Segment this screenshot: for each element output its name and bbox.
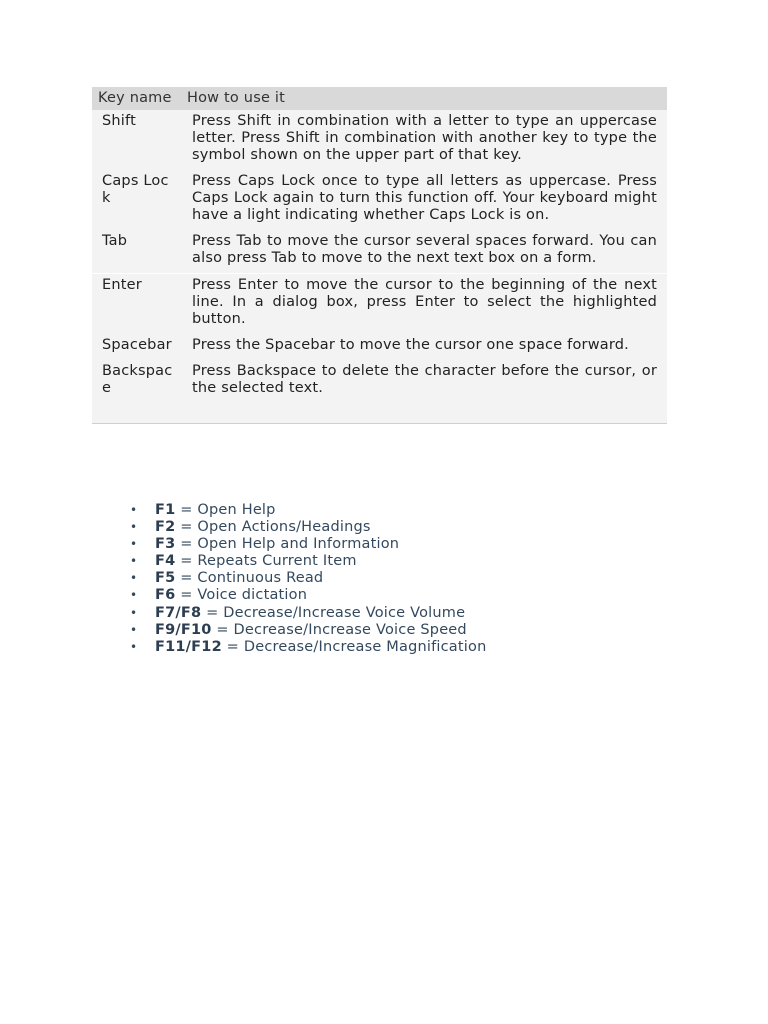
shortcut-description: = Continuous Read xyxy=(175,570,324,587)
list-item xyxy=(130,639,486,656)
bullet-icon: • xyxy=(130,520,138,535)
shortcut-description: = Decrease/Increase Voice Volume xyxy=(201,604,466,621)
key-name-cell: Caps Lock xyxy=(102,173,169,206)
bullet-icon: • xyxy=(130,622,138,637)
table-header-row xyxy=(92,87,667,110)
shortcut-description: = Open Help and Information xyxy=(175,536,400,553)
list-item xyxy=(130,605,486,622)
keyboard-keys-table xyxy=(92,87,667,424)
shortcut-key: F1 xyxy=(155,502,176,518)
key-description-cell: Press Tab to move the cursor several spaces forward. You can also press Tab to move to the next text box on a form. xyxy=(192,233,657,266)
key-description-cell: Press Backspace to delete the character before the cursor, or the selected text. xyxy=(192,363,657,396)
shortcut-key: F2 xyxy=(155,519,176,536)
table-row xyxy=(92,230,667,274)
key-description-cell: Press Shift in combination with a letter to type an uppercase letter. Press Shift in combination with another key to type the symbol shown on the upper part of that key. xyxy=(192,113,657,163)
list-item xyxy=(130,536,486,553)
shortcut-description: = Open Help xyxy=(175,502,276,518)
shortcut-description: = Repeats Current Item xyxy=(175,553,357,570)
header-key-name: Key name xyxy=(98,90,172,106)
function-key-shortcut-list xyxy=(130,502,486,656)
key-name-cell: Shift xyxy=(102,113,136,129)
shortcut-description: = Decrease/Increase Magnification xyxy=(221,638,487,655)
key-name-cell: Spacebar xyxy=(102,337,172,353)
shortcut-key: F3 xyxy=(155,536,176,553)
shortcut-description: = Open Actions/Headings xyxy=(175,519,371,536)
shortcut-key: F5 xyxy=(155,570,176,587)
key-description-cell: Press Enter to move the cursor to the beginning of the next line. In a dialog box, press Enter to select the highlighted button. xyxy=(182,274,667,335)
table-row xyxy=(92,360,667,424)
key-name-cell: Enter xyxy=(92,274,182,335)
bullet-icon: • xyxy=(130,639,138,654)
key-name-cell: Backspace xyxy=(102,363,173,396)
bullet-icon: • xyxy=(130,554,138,569)
key-description-cell: Press the Spacebar to move the cursor one space forward. xyxy=(192,337,629,353)
list-item xyxy=(130,570,486,587)
list-item xyxy=(130,553,486,570)
bullet-icon: • xyxy=(130,571,138,586)
key-description-cell: Press Caps Lock once to type all letters as uppercase. Press Caps Lock again to turn this function off. Your keyboard might have a light indicating whether Caps Lock is on. xyxy=(192,173,657,223)
shortcut-description: = Voice dictation xyxy=(175,587,308,604)
shortcut-key: F9/F10 xyxy=(155,621,212,638)
bullet-icon: • xyxy=(130,588,138,603)
table-row xyxy=(92,110,667,170)
shortcut-key: F4 xyxy=(155,553,176,570)
list-item xyxy=(130,519,486,536)
table-row xyxy=(92,334,667,360)
shortcut-key: F7/F8 xyxy=(155,604,202,621)
list-item xyxy=(130,622,486,639)
table-row xyxy=(92,170,667,230)
header-how-to-use: How to use it xyxy=(187,90,285,106)
shortcut-key: F6 xyxy=(155,587,176,604)
table-row xyxy=(92,274,667,335)
bullet-icon: • xyxy=(130,605,138,620)
list-item xyxy=(130,502,486,519)
key-name-cell: Tab xyxy=(102,233,128,249)
list-item xyxy=(130,587,486,604)
shortcut-description: = Decrease/Increase Voice Speed xyxy=(211,621,467,638)
bullet-icon: • xyxy=(130,503,138,517)
shortcut-key: F11/F12 xyxy=(155,638,222,655)
bullet-icon: • xyxy=(130,537,138,552)
